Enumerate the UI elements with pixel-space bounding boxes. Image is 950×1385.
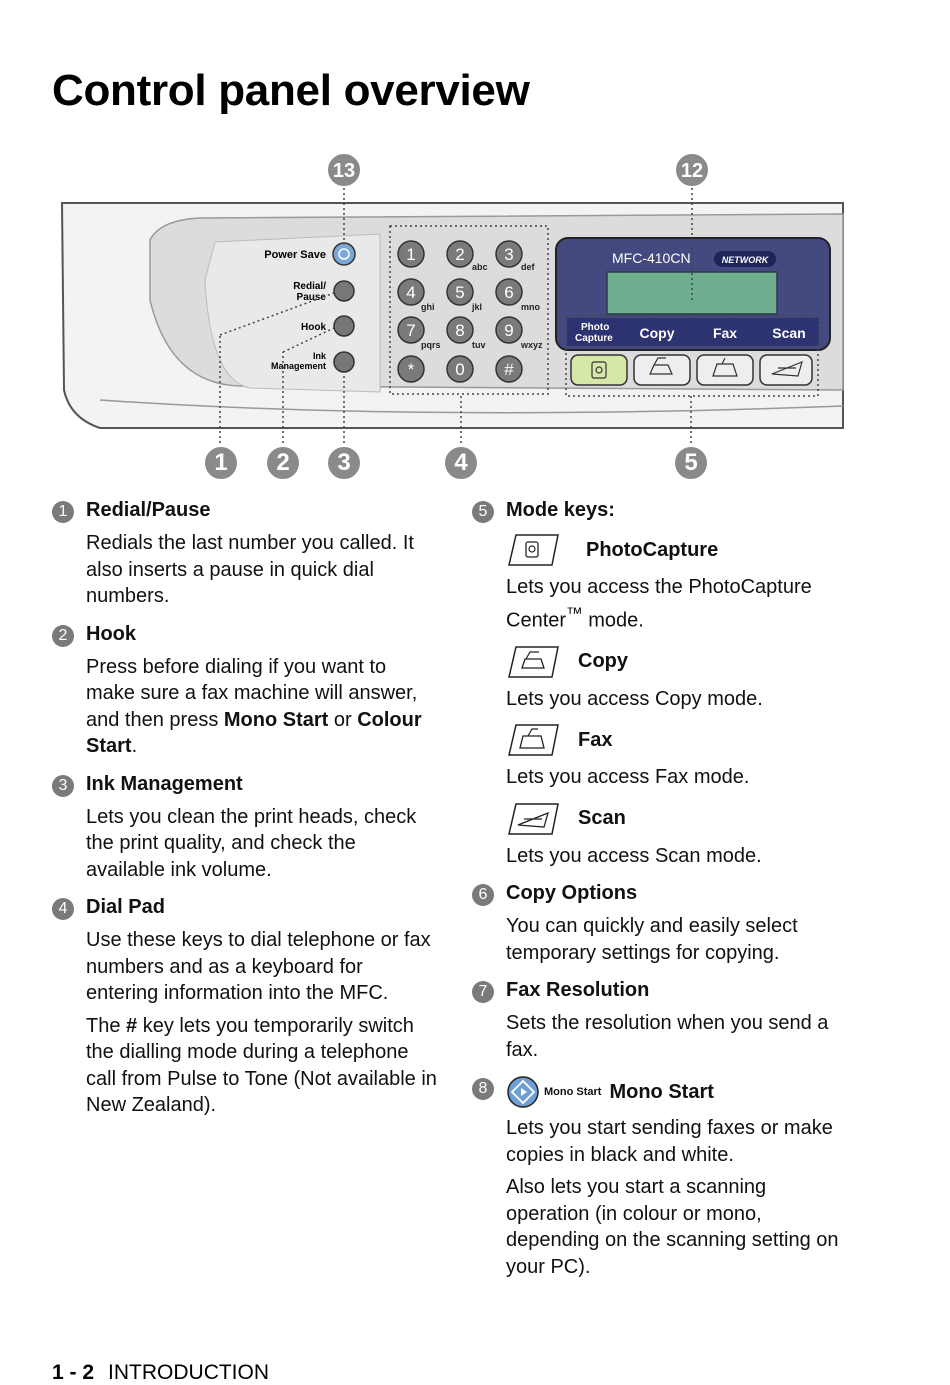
photocapture-key-icon xyxy=(506,532,560,568)
dial-digit-hash: # xyxy=(504,360,514,379)
item-number: 7 xyxy=(472,981,494,1003)
callout-12-label: 12 xyxy=(680,160,704,182)
fax-key[interactable] xyxy=(697,355,753,385)
copy-key-icon xyxy=(506,644,560,680)
dial-digit-1: 1 xyxy=(406,245,416,264)
dial-letters-pqrs: pqrs xyxy=(421,340,441,350)
dial-letters-abc: abc xyxy=(472,262,488,272)
item-mono-start xyxy=(472,1075,852,1280)
dial-letters-def: def xyxy=(521,262,535,272)
mode-label-photo: Photo xyxy=(581,322,610,333)
dial-digit-8: 8 xyxy=(455,321,465,340)
item-number: 2 xyxy=(52,625,74,647)
dial-letters-wxyz: wxyz xyxy=(521,340,543,350)
item-desc: Lets you clean the print heads, check the print quality, and check the available ink volume. xyxy=(86,805,417,881)
item-fax-resolution xyxy=(472,978,852,1063)
item-desc-hash-key: The # key lets you temporarily switch the dialling mode during a telephone call from Pulse to Tone (Not available in New Zealand). xyxy=(86,1014,437,1116)
item-number: 4 xyxy=(52,898,74,920)
dial-digit-7: 7 xyxy=(406,321,416,340)
dial-digit-3: 3 xyxy=(504,245,514,264)
dial-letters-ghi: ghi xyxy=(421,302,435,312)
mode-label: PhotoCapture xyxy=(586,538,719,561)
power-save-button[interactable] xyxy=(333,243,355,265)
item-title: Hook xyxy=(86,622,136,645)
right-column xyxy=(472,498,852,1292)
item-title: Mono Start xyxy=(609,1081,714,1104)
redial-label-line1: Redial/ xyxy=(293,281,326,292)
callout-5-label: 5 xyxy=(684,449,698,476)
scan-key-icon xyxy=(506,801,560,837)
dial-digit-5: 5 xyxy=(455,283,465,302)
item-number: 5 xyxy=(472,501,494,523)
item-ink-management xyxy=(52,772,437,884)
mono-start-header xyxy=(506,1075,852,1109)
item-title: Copy Options xyxy=(506,882,638,905)
item-mode-keys xyxy=(472,498,852,869)
callout-2-label: 2 xyxy=(276,449,290,476)
mode-label-scan: Scan xyxy=(772,325,806,341)
redial-label-line2: Pause xyxy=(296,292,326,303)
dial-letters-mno: mno xyxy=(521,302,540,312)
mono-start-key-label: Mono Start xyxy=(544,1086,602,1099)
dial-digit-6: 6 xyxy=(504,283,514,302)
mode-label: Copy xyxy=(578,650,628,673)
item-desc: Redials the last number you called. It also inserts a pause in quick dial numbers. xyxy=(86,532,414,607)
mode-label-fax: Fax xyxy=(712,325,738,341)
dial-letters-tuv: tuv xyxy=(472,340,486,350)
item-dial-pad xyxy=(52,895,437,1119)
item-title: Dial Pad xyxy=(86,896,165,918)
mode-desc: Lets you access Copy mode. xyxy=(506,687,763,710)
item-number: 8 xyxy=(472,1078,494,1100)
fax-key-icon xyxy=(506,722,560,758)
callout-3-label: 3 xyxy=(337,449,351,476)
section-name: INTRODUCTION xyxy=(108,1361,270,1384)
dial-digit-2: 2 xyxy=(455,245,465,264)
copy-key[interactable] xyxy=(634,355,690,385)
scan-key[interactable] xyxy=(760,355,812,385)
mode-photocapture xyxy=(506,532,852,568)
item-number: 6 xyxy=(472,884,494,906)
page-title: Control panel overview xyxy=(52,66,530,115)
hook-button[interactable] xyxy=(334,316,354,336)
callout-13-label: 13 xyxy=(332,160,356,182)
item-number: 3 xyxy=(52,775,74,797)
mode-label: Fax xyxy=(578,728,613,751)
control-panel-diagram xyxy=(0,150,950,490)
mode-desc: Lets you access Scan mode. xyxy=(506,844,762,867)
left-column xyxy=(52,498,437,1131)
item-number: 1 xyxy=(52,501,74,523)
mode-scan xyxy=(506,801,852,837)
item-hook xyxy=(52,622,437,760)
mode-desc: Lets you access Fax mode. xyxy=(506,766,750,789)
ink-management-button[interactable] xyxy=(334,352,354,372)
dial-digit-9: 9 xyxy=(504,321,514,340)
mode-label-capture: Capture xyxy=(575,333,613,344)
model-name: MFC-410CN xyxy=(612,250,691,266)
ink-label-line1: Ink xyxy=(312,351,326,361)
callout-4-label: 4 xyxy=(454,449,468,476)
item-copy-options xyxy=(472,881,852,966)
item-desc: Use these keys to dial telephone or fax numbers and as a keyboard for entering information into the MFC. xyxy=(86,929,431,1004)
page-number: 1 - 2 xyxy=(52,1361,95,1384)
item-title: Fax Resolution xyxy=(506,979,650,1002)
mode-fax xyxy=(506,722,852,758)
ink-label-line2: Management xyxy=(270,361,326,371)
mode-label-copy: Copy xyxy=(639,325,675,341)
item-desc: Lets you start sending faxes or make copies in black and white. xyxy=(506,1117,833,1166)
item-redial-pause xyxy=(52,498,437,610)
item-desc: Also lets you start a scanning operation (in colour or mono, depending on the scanning setting on your PC). xyxy=(506,1176,839,1278)
mode-desc: Lets you access the PhotoCapture Center™ mode. xyxy=(506,576,812,632)
item-title: Redial/Pause xyxy=(86,499,211,521)
item-desc: Press before dialing if you want to make sure a fax machine will answer, and then press Mono Start or Colour Start. xyxy=(86,655,422,757)
page-footer xyxy=(52,1361,269,1385)
mode-label: Scan xyxy=(578,807,626,830)
item-title: Ink Management xyxy=(86,772,243,795)
callout-1-label: 1 xyxy=(214,449,228,476)
power-save-label: Power Save xyxy=(264,249,326,261)
dial-digit-0: 0 xyxy=(455,360,465,379)
item-desc: You can quickly and easily select temporary settings for copying. xyxy=(506,915,798,964)
mono-start-key-icon xyxy=(506,1075,540,1109)
dial-digit-star: * xyxy=(407,360,415,379)
network-label: NETWORK xyxy=(721,255,769,265)
dial-letters-jkl: jkl xyxy=(472,302,483,312)
hook-label: Hook xyxy=(301,322,326,333)
redial-pause-button[interactable] xyxy=(334,281,354,301)
item-desc: Sets the resolution when you send a fax. xyxy=(506,1012,829,1061)
mode-copy xyxy=(506,644,852,680)
item-title: Mode keys: xyxy=(506,499,615,521)
dial-digit-4: 4 xyxy=(406,283,416,302)
photocapture-key[interactable] xyxy=(571,355,627,385)
